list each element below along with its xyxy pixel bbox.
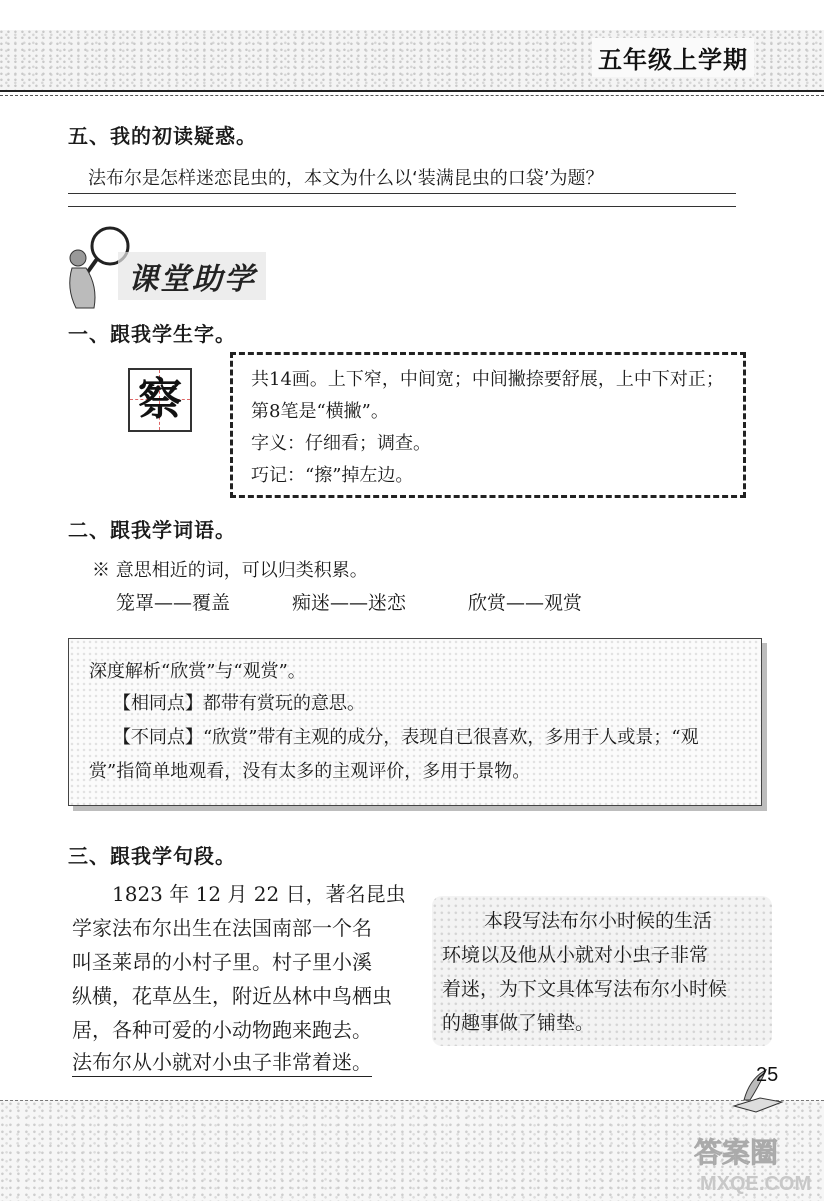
passage-line: 纵横，花草丛生，附近丛林中鸟栖虫	[72, 984, 392, 1008]
section5-title: 五、我的初读疑惑。	[68, 124, 257, 148]
passage-line: 叫圣莱昂的小村子里。村子里小溪	[72, 950, 372, 974]
passage-line: 1823 年 12 月 22 日，著名昆虫	[112, 882, 406, 906]
character-grid	[128, 368, 192, 432]
part3-title: 三、跟我学句段。	[68, 844, 236, 868]
character: 察	[138, 374, 182, 425]
svg-text:答案圈: 答案圈	[694, 1136, 779, 1169]
note-line: 的趣事做了铺垫。	[442, 1012, 595, 1034]
char-note-line: 巧记：“擦”掉左边。	[251, 465, 414, 486]
analysis-line: 深度解析“欣赏”与“观赏”。	[89, 661, 306, 682]
analysis-box	[68, 638, 762, 806]
part2-note: ※ 意思相近的词，可以归类积累。	[92, 560, 368, 581]
char-note-line: 共14画。上下窄，中间宽；中间撇捺要舒展，上中下对正；	[251, 369, 724, 390]
word-pair: 痴迷——迷恋	[292, 592, 407, 614]
part2-title: 二、跟我学词语。	[68, 518, 236, 542]
note-line: 本段写法布尔小时候的生活	[484, 910, 713, 932]
passage-line: 学家法布尔出生在法国南部一个名	[72, 916, 372, 940]
svg-text:MXQE.COM: MXQE.COM	[700, 1173, 812, 1195]
grade-label: 五年级上学期	[592, 38, 754, 77]
passage-note-box	[432, 896, 772, 1046]
word-pair: 欣赏——观赏	[468, 592, 583, 614]
part1-title: 一、跟我学生字。	[68, 322, 236, 346]
char-note-line: 第8笔是“横撇”。	[251, 401, 389, 422]
passage-line: 居，各种可爱的小动物跑来跑去。	[72, 1018, 372, 1042]
class-help-title: 课堂助学	[118, 252, 266, 300]
answer-line-2	[68, 206, 736, 207]
word-pair: 笼罩——覆盖	[116, 592, 231, 614]
page-number: 25	[756, 1064, 779, 1086]
passage-line-underlined: 法布尔从小就对小虫子非常着迷。	[72, 1046, 372, 1077]
note-line: 着迷，为下文具体写法布尔小时候	[442, 978, 728, 1000]
watermark-logo	[690, 1130, 820, 1196]
section5-question: 法布尔是怎样迷恋昆虫的，本文为什么以‘装满昆虫的口袋’为题？	[88, 168, 604, 189]
analysis-line: 赏”指简单地观看，没有太多的主观评价，多用于景物。	[89, 761, 531, 782]
character-notes-box	[230, 352, 746, 498]
answer-line-1	[68, 193, 736, 194]
analysis-line: 【相同点】都带有赏玩的意思。	[113, 693, 365, 714]
analysis-line: 【不同点】“欣赏”带有主观的成分，表现自已很喜欢，多用于人或景；“观	[113, 727, 699, 748]
note-line: 环境以及他从小就对小虫子非常	[442, 944, 709, 966]
char-note-line: 字义：仔细看；调查。	[251, 433, 431, 454]
